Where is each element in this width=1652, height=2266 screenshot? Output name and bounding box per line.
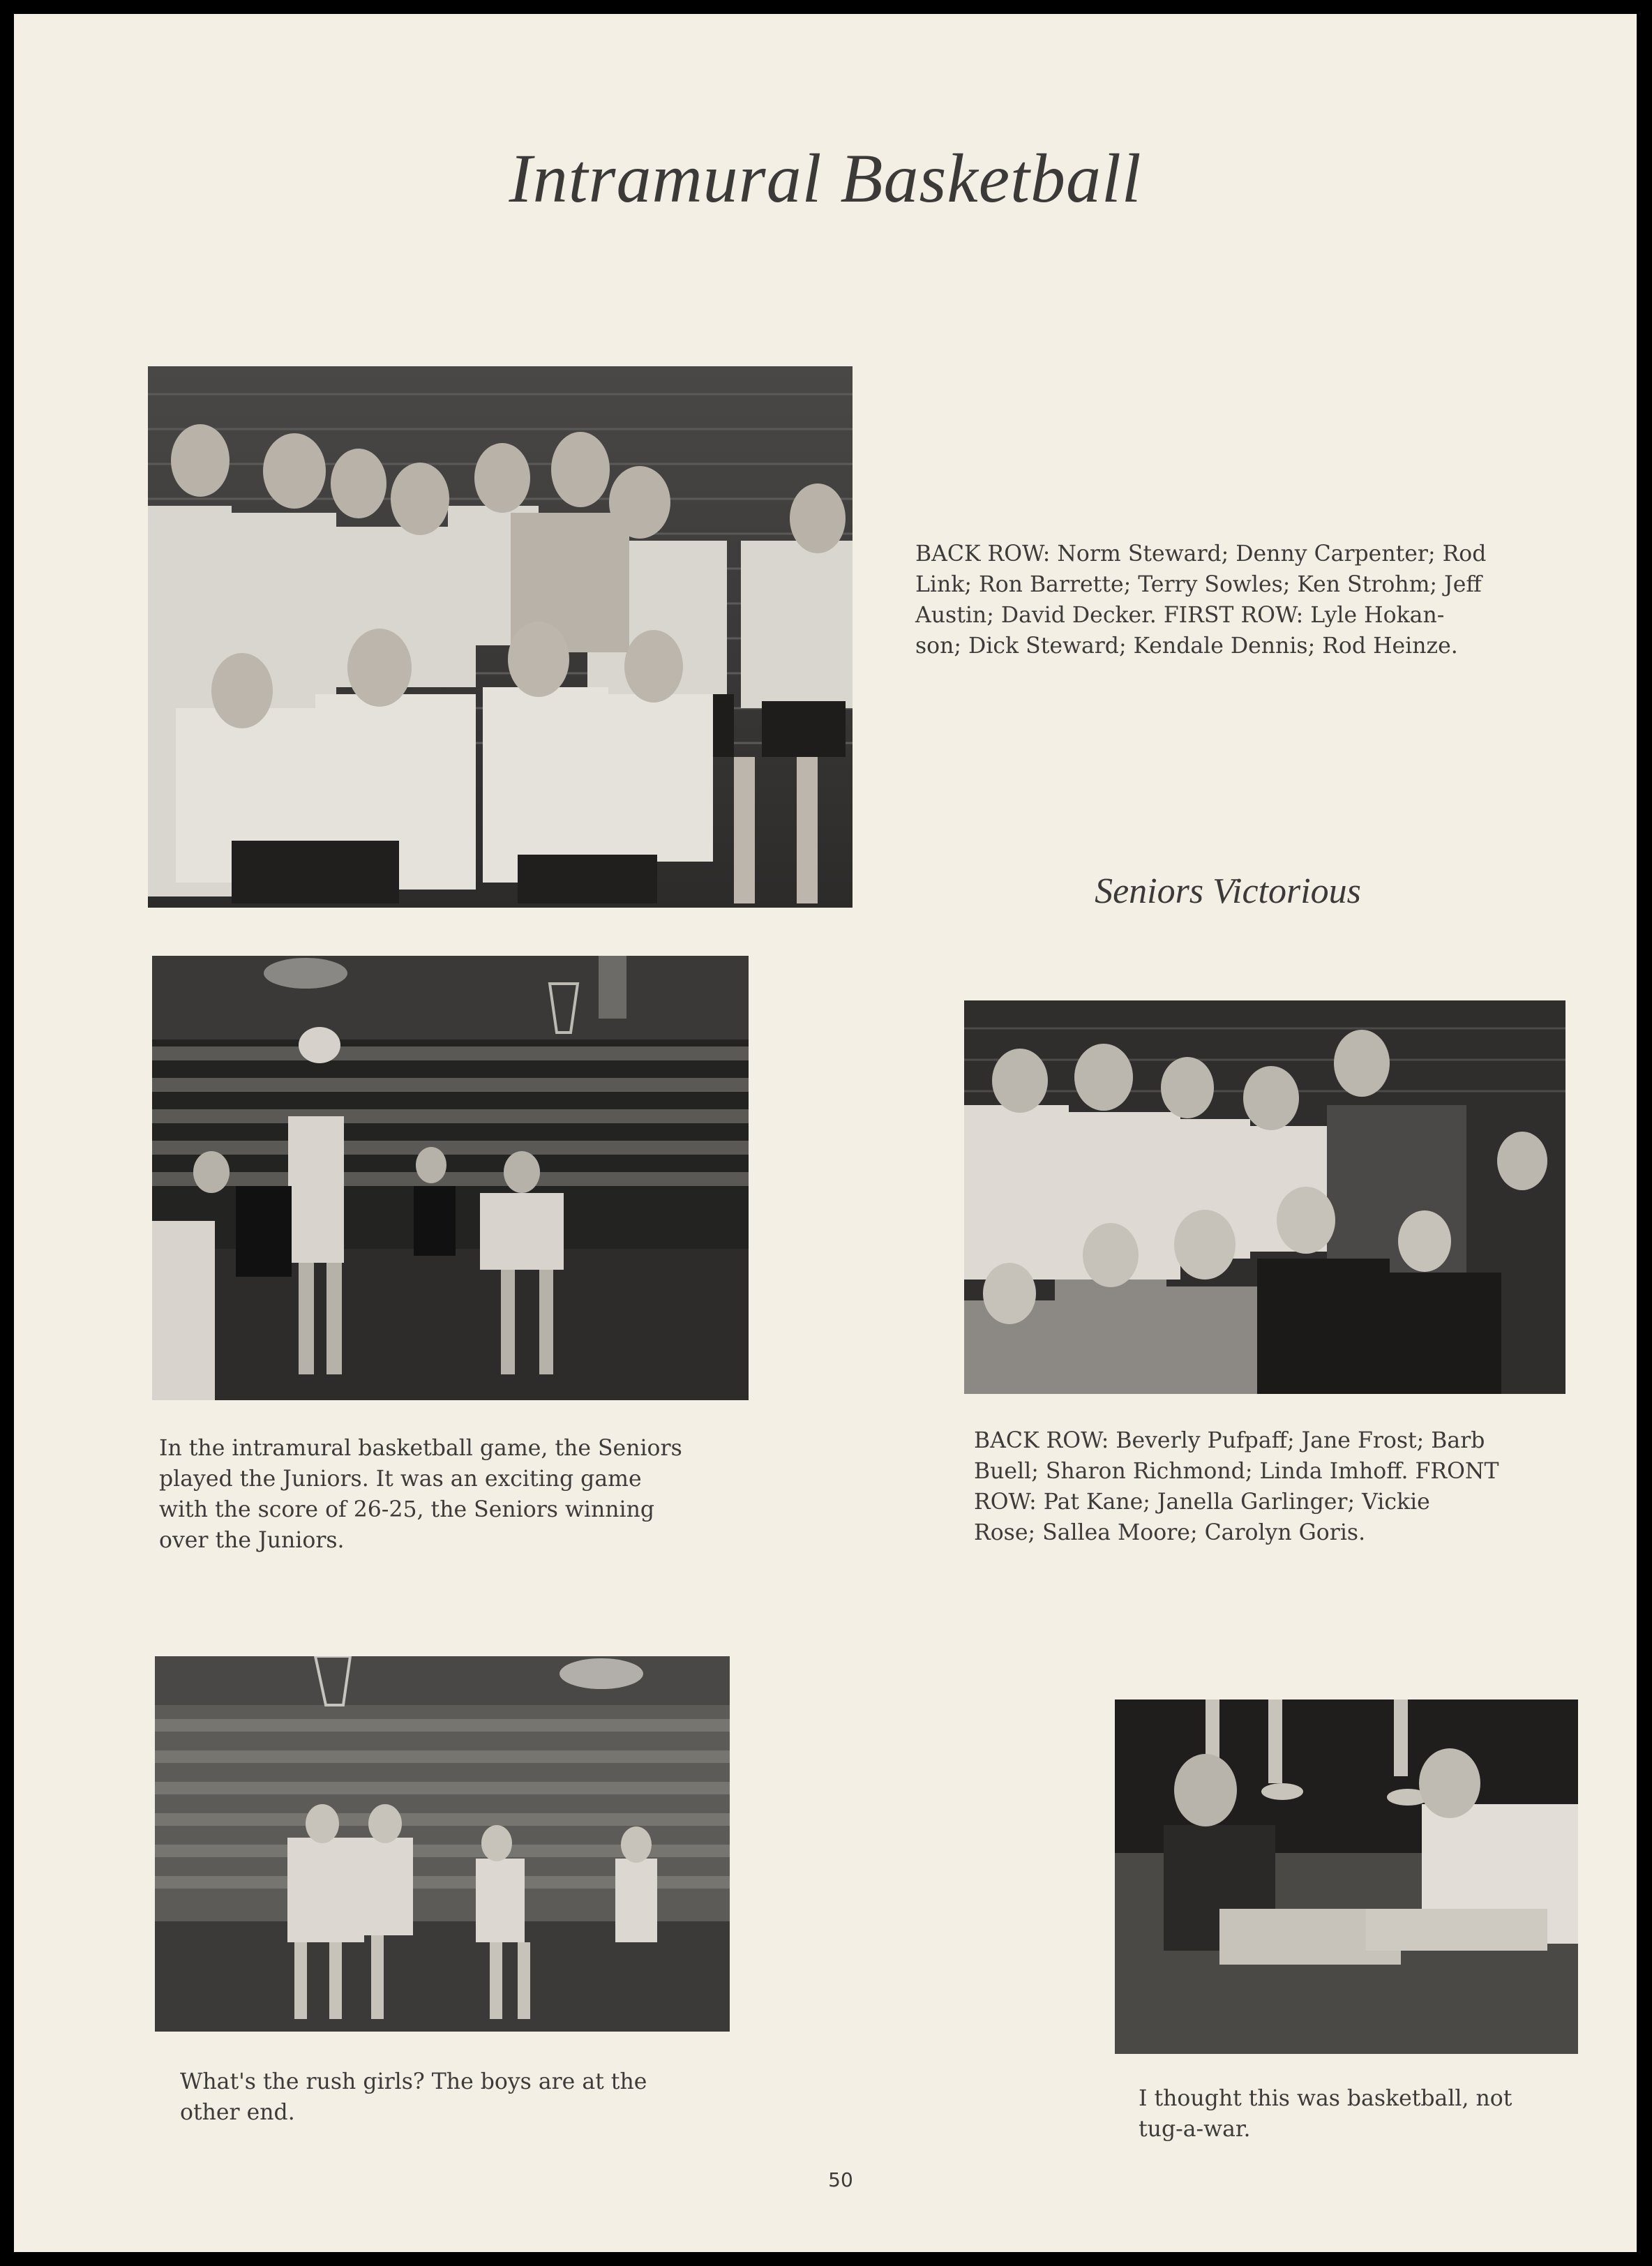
caption-line: What's the rush girls? The boys are at the — [180, 2069, 647, 2094]
game-action-photo — [152, 956, 749, 1400]
caption-line: BACK ROW: Norm Steward; Denny Carpenter; Rod — [915, 541, 1487, 566]
tug-a-war-caption — [1139, 2083, 1627, 2145]
rush-girls-caption — [180, 2066, 752, 2128]
caption-line: played the Juniors. It was an exciting game — [159, 1466, 642, 1492]
boys-team-caption — [915, 539, 1585, 661]
boys-team-photo — [148, 366, 853, 908]
caption-line: In the intramural basketball game, the Seniors — [159, 1436, 682, 1461]
caption-line: Buell; Sharon Richmond; Linda Imhoff. FRONT — [974, 1459, 1499, 1484]
rush-girls-photo — [155, 1656, 730, 2032]
game-summary-caption — [159, 1433, 759, 1556]
caption-line: tug-a-war. — [1139, 2117, 1251, 2142]
caption-line: Rose; Sallea Moore; Carolyn Goris. — [974, 1520, 1366, 1545]
girls-team-photo — [964, 1000, 1565, 1394]
caption-line: over the Juniors. — [159, 1528, 345, 1553]
yearbook-page — [14, 14, 1637, 2252]
caption-line: son; Dick Steward; Kendale Dennis; Rod Heinze. — [915, 633, 1458, 659]
tug-a-war-photo — [1115, 1700, 1578, 2054]
caption-line: with the score of 26-25, the Seniors winning — [159, 1497, 655, 1522]
section-subtitle: Seniors Victorious — [1095, 871, 1361, 911]
caption-line: Austin; David Decker. FIRST ROW: Lyle Hokan- — [915, 603, 1445, 628]
caption-line: BACK ROW: Beverly Pufpaff; Jane Frost; Barb — [974, 1428, 1485, 1453]
caption-line: I thought this was basketball, not — [1139, 2086, 1512, 2111]
page-number: 50 — [828, 2168, 853, 2191]
caption-line: other end. — [180, 2100, 295, 2125]
girls-team-caption — [974, 1425, 1609, 1548]
page-title: Intramural Basketball — [509, 140, 1142, 217]
caption-line: ROW: Pat Kane; Janella Garlinger; Vickie — [974, 1490, 1430, 1515]
caption-line: Link; Ron Barrette; Terry Sowles; Ken Strohm; Jeff — [915, 572, 1482, 597]
